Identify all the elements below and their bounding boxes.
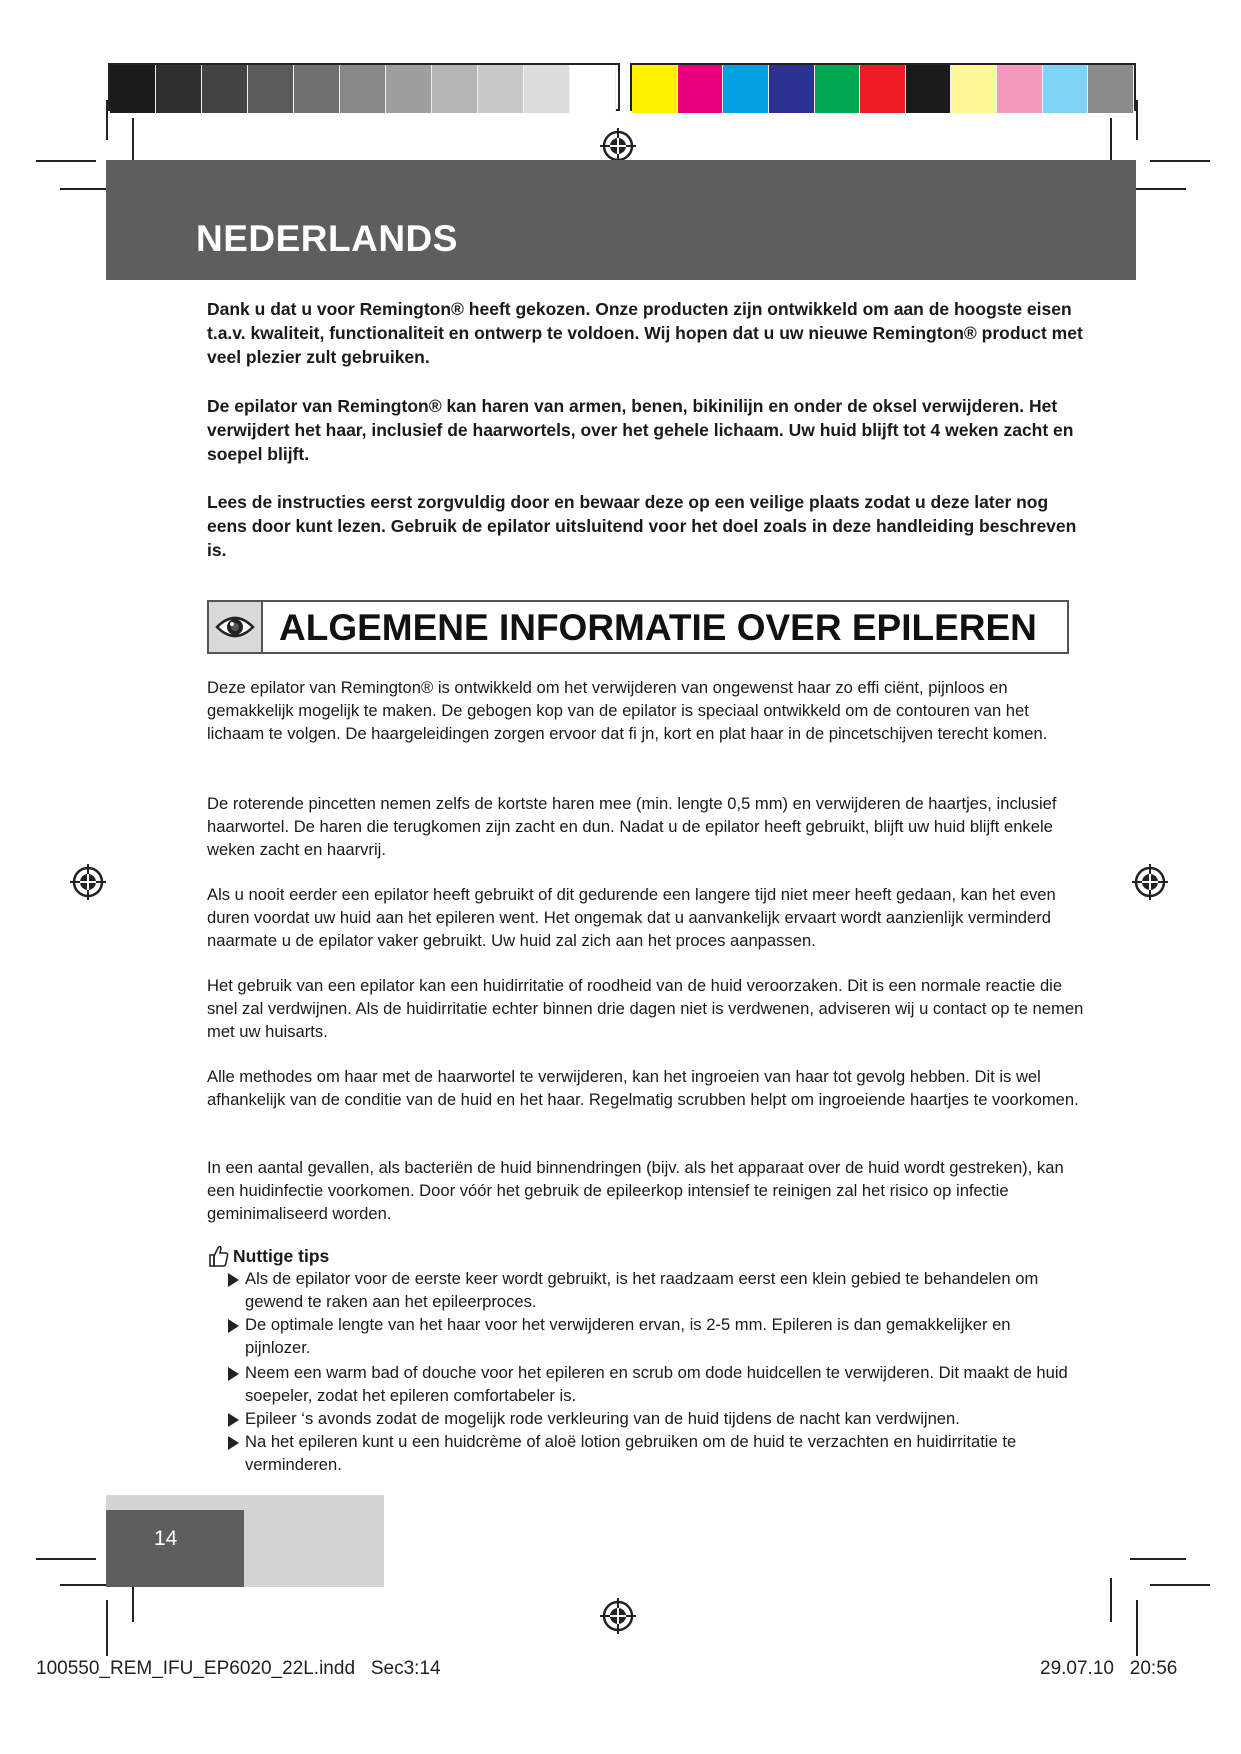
crop-mark	[1110, 118, 1112, 166]
bullet-arrow-icon	[228, 1436, 239, 1450]
bullet-arrow-icon	[228, 1413, 239, 1427]
crop-mark	[1130, 1558, 1186, 1560]
color-swatch	[110, 65, 156, 113]
color-swatch	[202, 65, 248, 113]
color-swatch	[524, 65, 570, 113]
color-swatch	[386, 65, 432, 113]
footer-date-slug: 29.07.10 20:56	[1040, 1658, 1178, 1679]
crop-mark	[106, 100, 108, 140]
intro-paragraph: Lees de instructies eerst zorgvuldig door en bewaar deze op een veilige plaats zodat u deze later nog eens door kunt lezen. Gebruik de epilator uitsluitend voor het doel zoals in deze handleiding beschreven is.	[207, 492, 1077, 560]
bullet-arrow-icon	[228, 1367, 239, 1381]
color-swatch	[951, 65, 997, 113]
color-swatch	[478, 65, 524, 113]
cmyk-color-bar	[630, 63, 1136, 111]
tip-item: Epileer ‘s avonds zodat de mogelijk rode verkleuring van de huid tijdens de nacht kan verdwijnen.	[228, 1407, 1078, 1430]
color-swatch	[906, 65, 952, 113]
crop-mark	[132, 118, 134, 166]
crop-mark	[1136, 100, 1138, 140]
crop-mark	[1150, 1584, 1210, 1586]
tip-item: Neem een warm bad of douche voor het epileren en scrub om dode huidcellen te verwijderen. Dit maakt de huid soepeler, zodat het epileren comfortabeler is.	[228, 1361, 1078, 1407]
crop-mark	[36, 160, 96, 162]
color-swatch	[156, 65, 202, 113]
bullet-arrow-icon	[228, 1273, 239, 1287]
crop-mark	[106, 1600, 108, 1656]
section-title: ALGEMENE INFORMATIE OVER EPILEREN	[279, 607, 1037, 648]
thumbs-up-icon	[207, 1244, 229, 1268]
page-number: 14	[154, 1527, 178, 1550]
body-paragraph: Deze epilator van Remington® is ontwikkeld om het verwijderen van ongewenst haar zo effi ciënt, pijnloos en gemakkelijk mogelijk te maken. De gebogen kop van de epilator is speciaal ontwikkeld om de contouren van het lichaam te volgen. De haargeleidingen zorgen ervoor dat fi jn, kort en plat haar in de pincetschijven terecht komen.	[207, 678, 1048, 743]
body-paragraph: Alle methodes om haar met de haarwortel te verwijderen, kan het ingroeien van haar tot gevolg hebben. Dit is wel afhankelijk van de conditie van de huid en het haar. Regelmatig scrubben helpt om ingroeiende haartjes te voorkomen.	[207, 1067, 1079, 1109]
crop-mark	[1136, 1600, 1138, 1656]
crop-mark	[1110, 1578, 1112, 1622]
color-swatch	[294, 65, 340, 113]
color-swatch	[1043, 65, 1089, 113]
body-paragraph: Als u nooit eerder een epilator heeft gebruikt of dit gedurende een langere tijd niet meer heeft gedaan, kan het even duren voordat uw huid aan het epileren went. Het ongemak dat u aanvankelijk ervaart wordt aanzienlijk verminderd naarmate u de epilator vaker gebruikt. Uw huid zal zich aan het proces aanpassen.	[207, 885, 1056, 950]
section-heading	[207, 600, 1069, 654]
tip-item: Na het epileren kunt u een huidcrème of aloë lotion gebruiken om de huid te verzachten en huidirritatie te verminderen.	[228, 1430, 1078, 1476]
tips-heading	[207, 1244, 329, 1268]
color-swatch	[769, 65, 815, 113]
crop-mark	[36, 1558, 96, 1560]
tip-item: De optimale lengte van het haar voor het verwijderen ervan, is 2-5 mm. Epileren is dan gemakkelijker en pijnlozer.	[228, 1313, 1078, 1359]
page-title: NEDERLANDS	[196, 218, 458, 259]
color-swatch	[860, 65, 906, 113]
intro-paragraph: De epilator van Remington® kan haren van armen, benen, bikinilijn en onder de oksel verwijderen. Het verwijdert het haar, inclusief de haarwortels, over het gehele lichaam. Uw huid blijft tot 4 weken zacht en soepel blijft.	[207, 396, 1074, 464]
color-swatch	[723, 65, 769, 113]
bullet-arrow-icon	[228, 1319, 239, 1333]
section-icon-box	[209, 602, 263, 652]
color-swatch	[1088, 65, 1134, 113]
color-swatch	[997, 65, 1043, 113]
registration-mark-icon	[68, 862, 108, 902]
body-paragraph: In een aantal gevallen, als bacteriën de huid binnendringen (bijv. als het apparaat over de huid wordt gestreken), kan een huidinfectie voorkomen. Door vóór het gebruik de epileerkop intensief te reinigen zal het risico op infectie geminimaliseerd worden.	[207, 1158, 1064, 1223]
registration-mark-icon	[598, 1596, 638, 1636]
color-swatch	[570, 65, 616, 113]
intro-paragraph: Dank u dat u voor Remington® heeft gekozen. Onze producten zijn ontwikkeld om aan de hoogste eisen t.a.v. kwaliteit, functionaliteit en ontwerp te voldoen. Wij hopen dat u uw nieuwe Remington® product met veel plezier zult gebruiken.	[207, 299, 1083, 367]
tips-heading-label: Nuttige tips	[233, 1245, 330, 1266]
color-swatch	[248, 65, 294, 113]
color-swatch	[340, 65, 386, 113]
color-swatch	[632, 65, 678, 113]
grayscale-color-bar	[108, 63, 620, 111]
crop-mark	[1150, 160, 1210, 162]
registration-mark-icon	[1130, 862, 1170, 902]
color-swatch	[678, 65, 724, 113]
color-swatch	[432, 65, 478, 113]
crop-mark	[1130, 188, 1186, 190]
footer-file-slug: 100550_REM_IFU_EP6020_22L.indd Sec3:14	[36, 1658, 441, 1679]
color-swatch	[815, 65, 861, 113]
body-paragraph: Het gebruik van een epilator kan een huidirritatie of roodheid van de huid veroorzaken. Dit is een normale reactie die snel zal verdwijnen. Als de huidirritatie echter binnen drie dagen niet is verdwenen, adviseren wij u contact op te nemen met uw huisarts.	[207, 976, 1084, 1041]
tip-item: Als de epilator voor de eerste keer wordt gebruikt, is het raadzaam eerst een klein gebied te behandelen om gewend te raken aan het epileerproces.	[228, 1267, 1078, 1313]
body-paragraph: De roterende pincetten nemen zelfs de kortste haren mee (min. lengte 0,5 mm) en verwijderen de haartjes, inclusief haarwortel. De haren die terugkomen zijn zacht en dun. Nadat u de epilator heeft gebruikt, blijft uw huid blijft enkele weken zacht en haarvrij.	[207, 794, 1057, 859]
eye-icon	[215, 612, 255, 642]
